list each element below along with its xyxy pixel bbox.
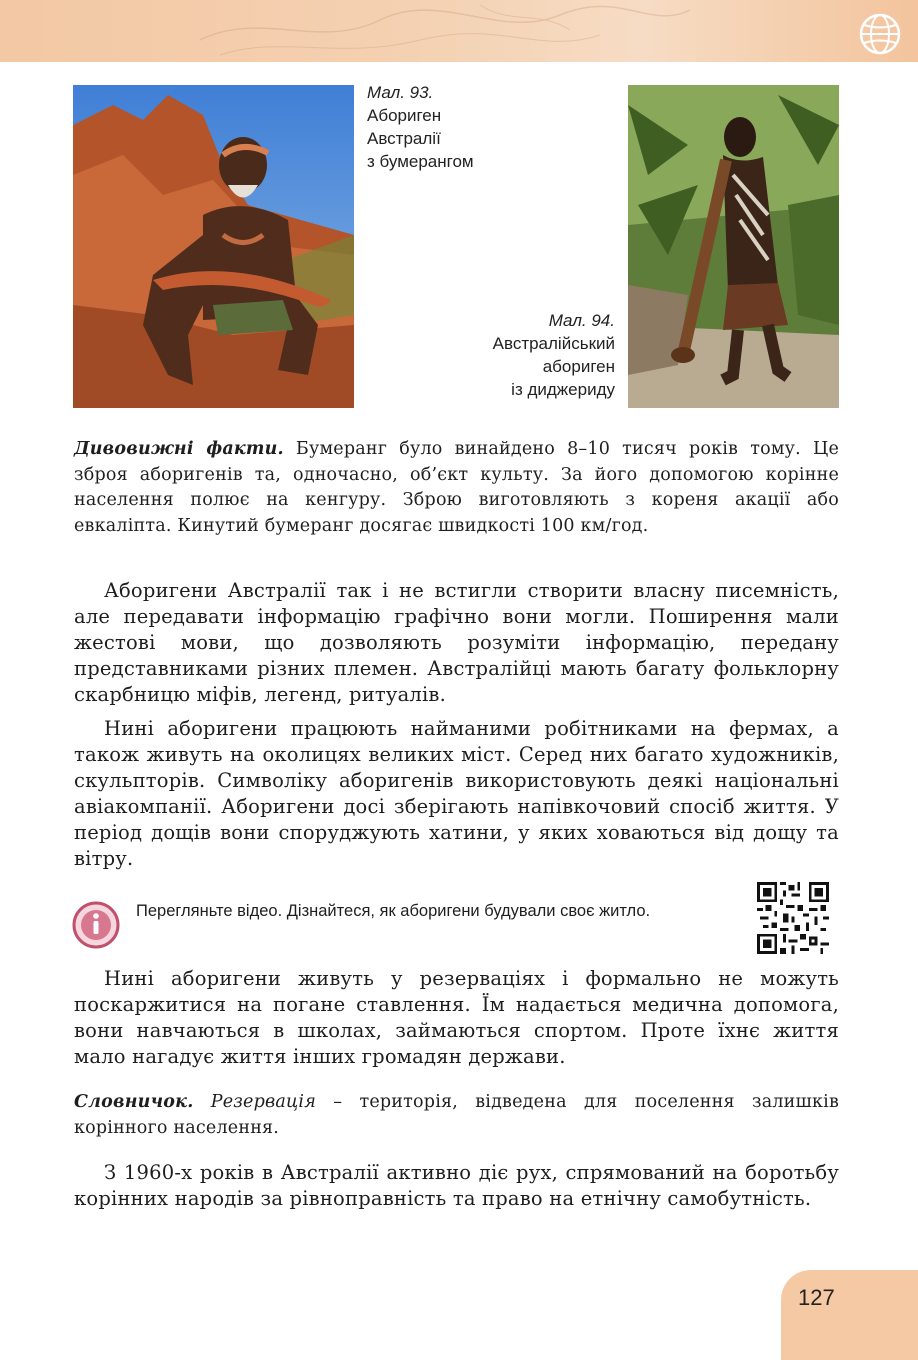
header-band bbox=[0, 0, 918, 62]
body-paragraph: Нині аборигени живуть у резерваціях і формально не можуть поскаржитися на погане ставлення. Їм надається медична допомога, вони навчаються в школах, займаються спортом. Проте їхнє життя мало нагадує життя інших громадян держави. bbox=[74, 967, 839, 1068]
body-paragraph: Аборигени Австралії так і не встигли створити власну писемність, але передавати інформацію графічно вони могли. Поширення мали жестові мови, що дозволяють розуміти інформацію, передану представниками різних племен. Австралійці мають багату фольклорну скарбницю міфів, легенд, ритуалів. bbox=[74, 579, 839, 706]
photo-aborigine-didgeridoo bbox=[628, 85, 839, 408]
page-number-tab bbox=[781, 1270, 918, 1360]
page-number: 127 bbox=[798, 1285, 835, 1310]
amazing-facts-paragraph bbox=[74, 437, 839, 539]
figure-caption-94 bbox=[420, 309, 615, 401]
glossary-title: Словничок. bbox=[74, 1092, 194, 1112]
video-note: Перегляньте відео. Дізнайтеся, як аборигени будували своє житло. bbox=[136, 902, 651, 920]
figure-number: Мал. 94. bbox=[548, 311, 615, 330]
caption-line: абориген bbox=[542, 357, 615, 376]
qr-code[interactable] bbox=[757, 882, 829, 954]
globe-icon bbox=[858, 12, 902, 56]
caption-line: Абориген bbox=[367, 106, 442, 125]
caption-line: Австралії bbox=[367, 129, 441, 148]
facts-title: Дивовижні факти. bbox=[74, 439, 284, 459]
glossary-definition: – територія, відведена для поселення залишків корінного населення. bbox=[74, 1092, 839, 1138]
body-paragraph: Нині аборигени працюють найманими робітниками на фермах, а також живуть на околицях великих міст. Серед них багато художників, скульпторів. Символіку аборигенів використовують деякі національні авіакомпанії. Аборигени досі зберігають напівкочовий спосіб життя. У період дощів вони споруджують хатини, у яких ховаються від дощу та вітру. bbox=[74, 717, 839, 870]
caption-line: Австралійський bbox=[492, 334, 615, 353]
glossary-note bbox=[74, 1090, 839, 1141]
caption-line: з бумерангом bbox=[367, 152, 474, 171]
photo-aborigine-boomerang bbox=[73, 85, 354, 408]
figure-caption-93 bbox=[367, 81, 474, 173]
map-decoration bbox=[180, 0, 700, 62]
caption-line: із диджериду bbox=[511, 380, 615, 399]
figure-number: Мал. 93. bbox=[367, 83, 434, 102]
facts-text: Бумеранг було винайдено 8–10 тисяч років тому. Це зброя аборигенів та, одночасно, об’єкт культу. За його допомогою корінне населення полює на кенгуру. Зброю виготовляють з кореня акації або евкаліпта. Кинутий бумеранг досягає швидкості 100 км/год. bbox=[74, 439, 839, 536]
body-paragraph: З 1960-х років в Австралії активно діє рух, спрямований на боротьбу корінних народів за рівноправність та право на етнічну самобутність. bbox=[74, 1161, 839, 1210]
glossary-term: Резервація bbox=[210, 1092, 317, 1112]
info-icon bbox=[72, 901, 120, 949]
